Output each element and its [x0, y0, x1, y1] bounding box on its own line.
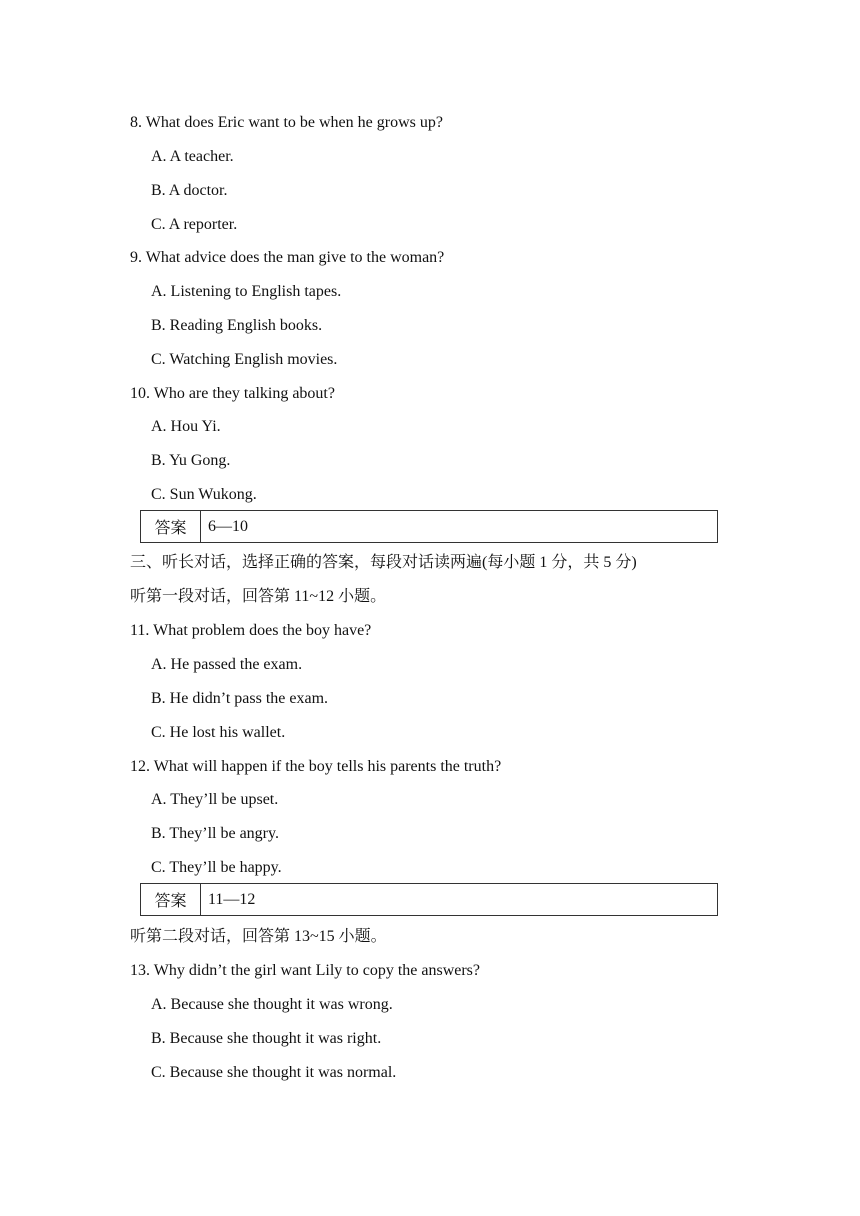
question-11-option-b: B. He didn’t pass the exam.: [151, 690, 329, 707]
question-9-option-c: C. Watching English movies.: [151, 351, 338, 368]
question-13-stem: 13. Why didn’t the girl want Lily to copy the answers?: [130, 962, 481, 979]
question-8-option-b: B. A doctor.: [151, 182, 228, 199]
question-9-stem: 9. What advice does the man give to the woman?: [130, 249, 445, 266]
question-11-option-a: A. He passed the exam.: [151, 656, 303, 673]
answer-box-6-10: [140, 510, 718, 543]
question-12-option-a: A. They’ll be upset.: [151, 791, 279, 808]
dialogue-1-intro: 听第一段对话，回答第 11~12 小题。: [130, 588, 387, 605]
question-10-option-c: C. Sun Wukong.: [151, 486, 257, 503]
question-12-option-c: C. They’ll be happy.: [151, 859, 282, 876]
question-9-option-a: A. Listening to English tapes.: [151, 283, 342, 300]
question-10-option-b: B. Yu Gong.: [151, 452, 231, 469]
question-9-option-b: B. Reading English books.: [151, 317, 323, 334]
question-13-option-a: A. Because she thought it was wrong.: [151, 996, 393, 1013]
answer-box-range: 6—10: [208, 517, 248, 535]
question-11-stem: 11. What problem does the boy have?: [130, 622, 372, 639]
question-12-stem: 12. What will happen if the boy tells his parents the truth?: [130, 758, 502, 775]
answer-box-11-12: [140, 883, 718, 916]
question-10-option-a: A. Hou Yi.: [151, 418, 221, 435]
question-8-option-c: C. A reporter.: [151, 216, 238, 233]
answer-box-range: 11—12: [208, 890, 256, 908]
question-13-option-c: C. Because she thought it was normal.: [151, 1064, 397, 1081]
question-13-option-b: B. Because she thought it was right.: [151, 1030, 382, 1047]
section-three-heading: 三、听长对话，选择正确的答案，每段对话读两遍(每小题 1 分，共 5 分): [130, 554, 637, 571]
question-12-option-b: B. They’ll be angry.: [151, 825, 279, 842]
answer-box-label: 答案: [141, 511, 201, 542]
question-11-option-c: C. He lost his wallet.: [151, 724, 286, 741]
question-10-stem: 10. Who are they talking about?: [130, 385, 335, 402]
dialogue-2-intro: 听第二段对话，回答第 13~15 小题。: [130, 928, 387, 945]
question-8-stem: 8. What does Eric want to be when he grows up?: [130, 114, 443, 131]
question-8-option-a: A. A teacher.: [151, 148, 234, 165]
answer-box-label: 答案: [141, 884, 201, 915]
